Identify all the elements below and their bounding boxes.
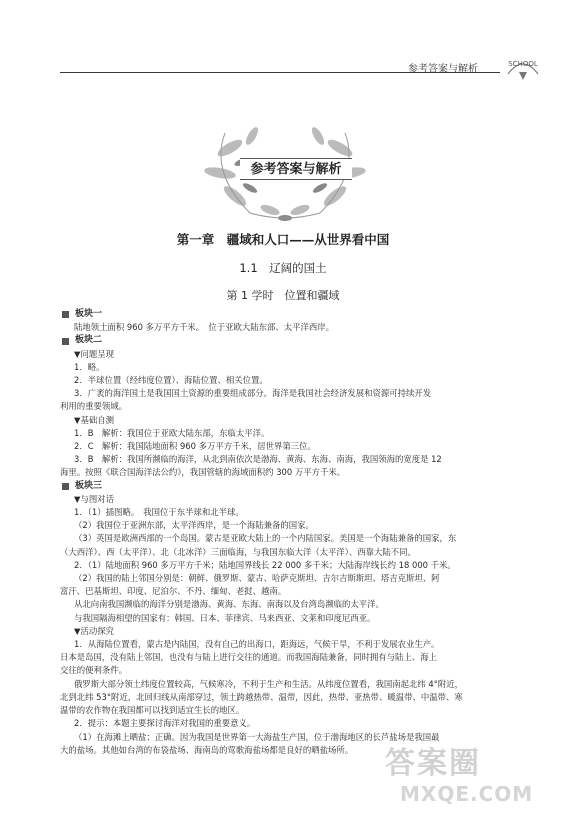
answer-line: 交往的便利条件。 xyxy=(60,665,127,676)
answer-line: 日本是岛国，没有陆上邻国，也没有与陆上进行交往的通道。而我国海陆兼备，同时拥有与陆上、海上 xyxy=(60,652,437,663)
school-badge-icon xyxy=(502,52,544,82)
answer-line: 2．半球位置（经纬度位置）、海陆位置、相关位置。 xyxy=(74,375,268,386)
answer-line: 3．广袤的海洋国土是我国国土资源的重要组成部分。海洋是我国社会经济发展和资源可持续开发 xyxy=(74,388,432,399)
answer-line: 1．略。 xyxy=(74,361,105,372)
answer-line: 2．C 解析：我国陆地面积 960 多万平方千米，居世界第三位。 xyxy=(74,441,316,452)
banner-title: 参考答案与解析 xyxy=(240,158,352,180)
header-text: 参考答案与解析 xyxy=(408,64,478,75)
answer-line: 海里。按照《联合国海洋法公约》，我国管辖的海域面积约 300 万平方千米。 xyxy=(60,467,346,478)
answer-line: 温带的农作物在我国都可以找到适宜生长的地区。 xyxy=(60,705,245,716)
block-square-icon xyxy=(62,338,69,345)
answer-line: 富汗、巴基斯坦、印度、尼泊尔、不丹、缅甸、老挝、越南。 xyxy=(60,586,287,597)
answer-line: 大的盐场。其他如台湾的布袋盐场、海南岛的莺歌海盐场都是良好的晒盐场所。 xyxy=(60,744,354,755)
answer-line: 1．从海陆位置看，蒙古是内陆国，没有自己的出海口，距海远，气候干旱，不利于发展农业生产。 xyxy=(74,639,440,650)
answer-line: 利用的重要领域。 xyxy=(60,401,127,412)
sub-heading: ▼活动探究 xyxy=(74,625,114,636)
sub-heading: ▼问题呈现 xyxy=(74,348,114,359)
answer-line: 1．（1）插图略。 我国位于东半球和北半球。 xyxy=(74,507,244,518)
answer-line: （3）英国是欧洲西部的一个岛国。蒙古是亚欧大陆上的一个内陆国家。美国是一个海陆兼备的国家，东 xyxy=(74,533,457,544)
answer-line: 与我国隔海相望的国家有：韩国、日本、菲律宾、马来西亚、文莱和印度尼西亚。 xyxy=(74,612,376,623)
sub-heading: ▼基础自测 xyxy=(74,414,114,425)
watermark-text: 答案圈 xyxy=(385,746,481,781)
header-rule xyxy=(60,72,500,73)
answer-line: 3．B 解析：我国所濒临的海洋，从北到南依次是渤海、黄海、东海、南海，我国领海的宽度是 12 xyxy=(74,454,442,465)
answer-line: 1．B 解析：我国位于亚欧大陆东部，东临太平洋。 xyxy=(74,427,270,438)
answer-line: （1）在海滩上晒盐；正确。因为我国是世界第一大海盐生产国，位于渤海地区的长芦盐场是我国最 xyxy=(74,731,440,742)
answer-line: 2．提示：本题主要探讨海洋对我国的重要意义。 xyxy=(74,718,256,729)
answer-line: 陆地领土面积 960 多万平方千米。 位于亚欧大陆东部、太平洋西岸。 xyxy=(74,322,334,333)
answer-content xyxy=(60,308,518,757)
answer-line: 北到北纬 53°附近，北回归线从南部穿过，领土跨越热带、温带，因此，热带、亚热带、暖温带、中温带、寒 xyxy=(60,691,463,702)
block-heading: 板块二 xyxy=(62,334,518,347)
block-heading: 板块三 xyxy=(62,480,518,493)
answer-line: （2）我国位于亚洲东部，太平洋西岸，是一个海陆兼备的国家。 xyxy=(74,520,314,531)
sub-heading: ▼与图对话 xyxy=(74,493,114,504)
answer-line: 2．（1）陆地面积 960 多万平方千米；陆地国界线长 22 000 多千米；大陆海岸线长约 18 000 千米。 xyxy=(74,559,456,570)
block-square-icon xyxy=(62,483,69,490)
block-heading: 板块一 xyxy=(62,308,518,321)
chapter-title: 第一章 疆域和人口——从世界看中国 xyxy=(176,232,390,247)
block-square-icon xyxy=(62,311,69,318)
watermark-url: MXQE.COM xyxy=(400,782,534,806)
answer-line: 俄罗斯大部分领土纬度位置较高，气候寒冷，不利于生产和生活。从纬度位置看，我国南起北纬 4°附近， xyxy=(74,678,464,689)
school-badge-text: SCHOOL xyxy=(508,60,538,68)
section-title: 1.1 辽阔的国土 xyxy=(239,261,327,275)
answer-line: （大西洋）、西（太平洋）、北（北冰洋）三面临海，与我国东临大洋（太平洋）、西靠大陆不同。 xyxy=(60,546,416,557)
lesson-title: 第 1 学时 位置和疆域 xyxy=(226,289,340,302)
answer-line: （2）我国的陆上邻国分别是：朝鲜、俄罗斯、蒙古、哈萨克斯坦、吉尔吉斯斯坦、塔吉克斯坦、阿 xyxy=(74,573,440,584)
answer-line: 从北向南我国濒临的海洋分别是渤海、黄海、东海、南海以及台湾岛濒临的太平洋。 xyxy=(74,599,384,610)
